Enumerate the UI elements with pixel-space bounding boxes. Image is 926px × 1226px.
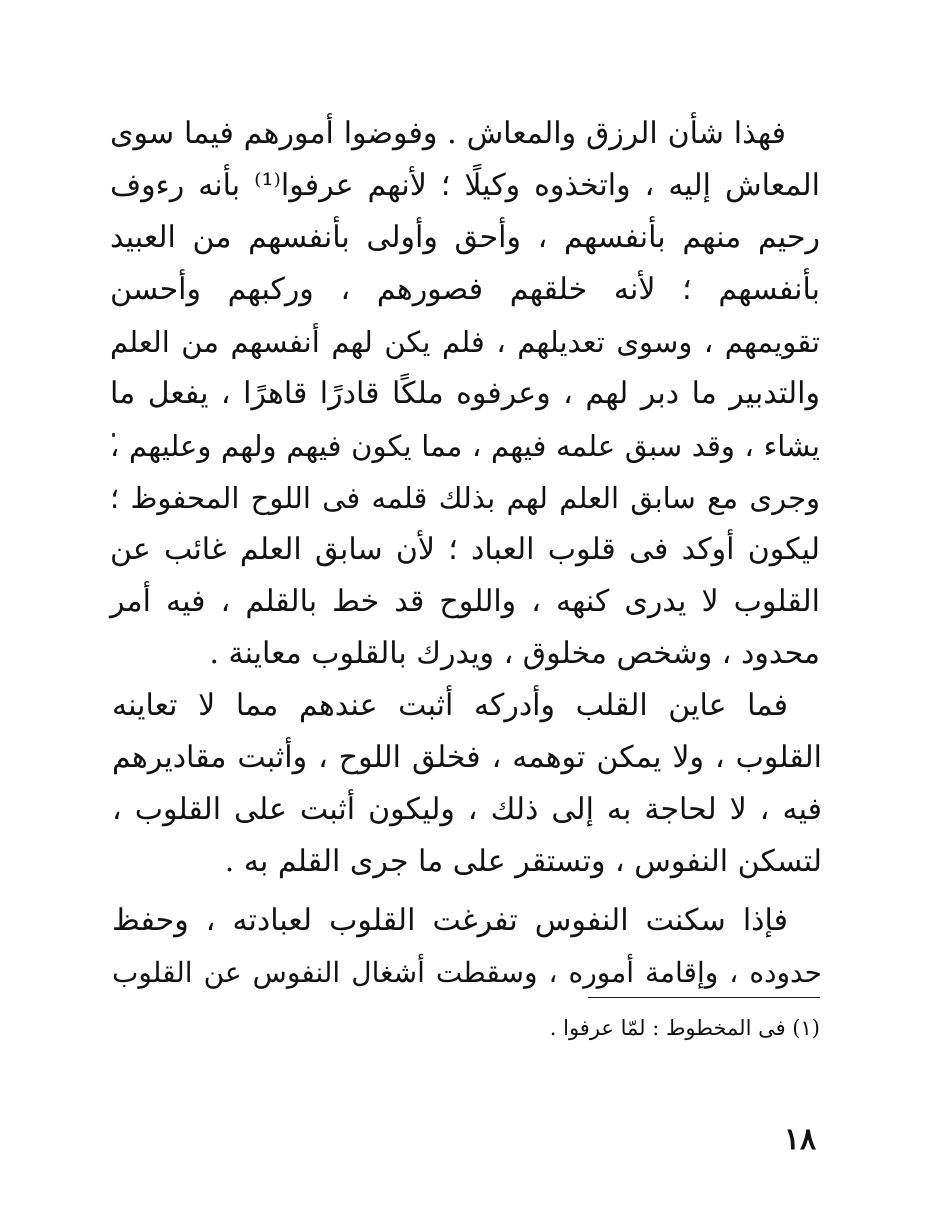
text-line: القلوب لا يدرى كنهه ، واللوح قد خط بالقلم ، فيه أمر: [110, 584, 820, 619]
text-line: القلوب ، ولا يمكن توهمه ، فخلق اللوح ، وأثبت مقاديرهم: [112, 740, 822, 775]
paragraph-2: [112, 680, 822, 890]
footnote: (١) فى المخطوط : لمّا عرفوا .: [549, 1016, 820, 1040]
text-line: فما عاين القلب وأدركه أثبت عندهم مما لا تعاينه: [112, 688, 788, 723]
text-line: تقويمهم ، وسوى تعديلهم ، فلم يكن لهم أنفسهم من العلم: [110, 325, 820, 359]
footnote-separator: [588, 997, 820, 998]
page-number: ١٨: [783, 1122, 817, 1157]
text-line: والتدبير ما دبر لهم ، وعرفوه ملكًا قادرًا قاهرًا ، يفعل ما: [110, 376, 820, 411]
text-line: محدود ، وشخص مخلوق ، ويدرك بالقلوب معاينة .: [209, 636, 820, 671]
text-line: المعاش إليه ، واتخذوه وكيلًا ؛ لأنهم عرفوا⁽¹⁾ بأنه رءوف: [110, 168, 820, 203]
text-line: حدوده ، وإقامة أموره ، وسقطت أشغال النفوس عن القلوب: [112, 956, 822, 989]
text-line: رحيم منهم بأنفسهم ، وأحق وأولى بأنفسهم من العبيد: [110, 220, 820, 255]
text-line: ليكون أوكد فى قلوب العباد ؛ لأن سابق العلم غائب عن: [110, 532, 820, 567]
text-line: لتسكن النفوس ، وتستقر على ما جرى القلم به .: [224, 844, 822, 879]
text-line: يشاء ، وقد سبق علمه فيهم ، مما يكون فيهم ولهم وعليهم ،: [110, 429, 820, 463]
text-line: فإذا سكنت النفوس تفرغت القلوب لعبادته ، وحفظ: [112, 903, 788, 938]
paragraph-1: [110, 108, 820, 688]
text-line: فهذا شأن الرزق والمعاش . وفوضوا أمورهم فيما سوى: [110, 116, 786, 151]
paragraph-3: [112, 895, 822, 1005]
text-line: فيه ، لا لحاجة به إلى ذلك ، وليكون أثبت على القلوب ،: [112, 792, 822, 827]
text-line: بأنفسهم ؛ لأنه خلقهم فصورهم ، وركبهم وأحسن: [110, 272, 820, 307]
text-line: وجرى مع سابق العلم لهم بذلك قلمه فى اللوح المحفوظ ؛: [110, 481, 820, 515]
